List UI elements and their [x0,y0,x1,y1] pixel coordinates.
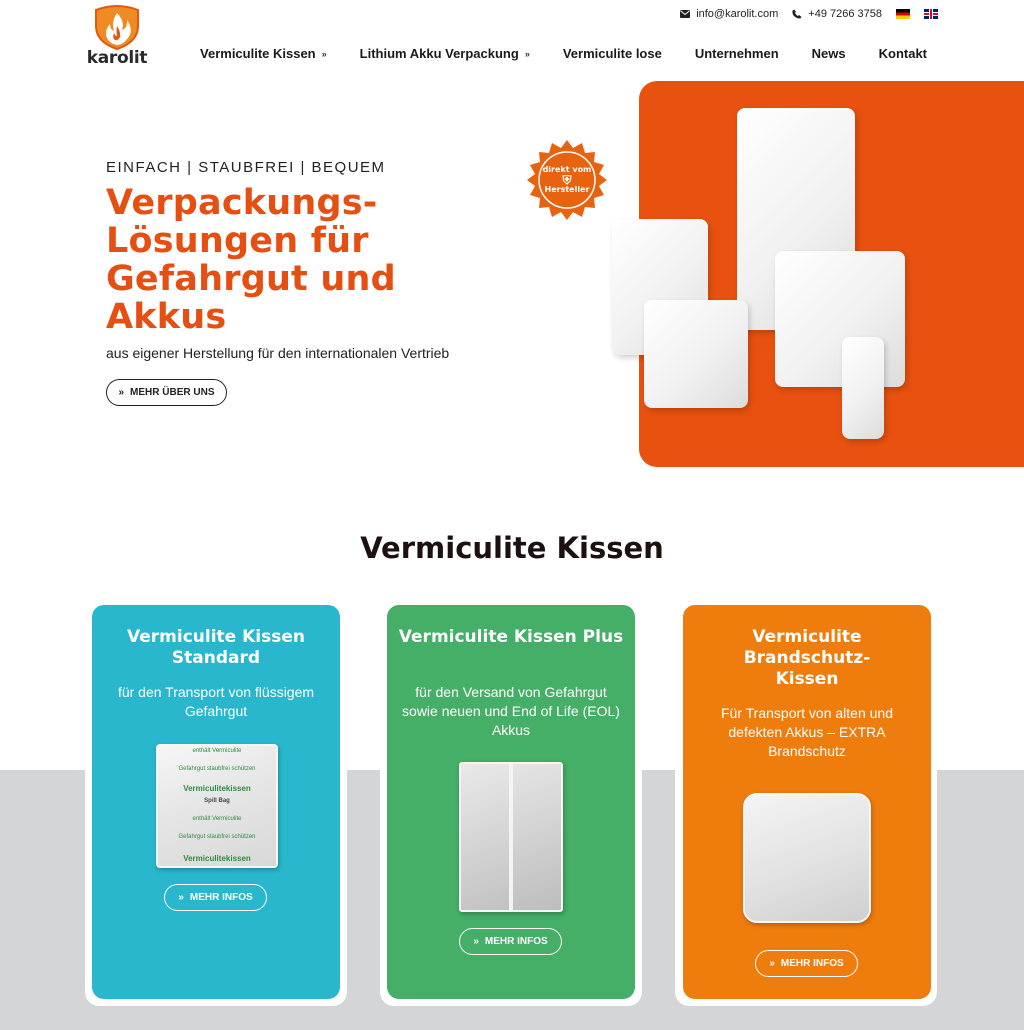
nav-item-label: Lithium Akku Verpackung [359,46,519,61]
bag-label: Vermiculitekissen [183,784,251,793]
logo-shield-icon [92,4,142,50]
chevron-down-icon: » [321,48,327,59]
nav-item-label: Unternehmen [694,46,779,61]
hero-tagline: EINFACH | STAUBFREI | BEQUEM [106,159,386,176]
card-title: Vermiculite Brandschutz-Kissen [743,627,871,689]
bag-label: enthält Vermiculite [192,748,242,754]
hero-headline: Verpackungs-Lösungen für Gefahrgut und Akkus [106,183,396,337]
card-description: für den Transport von flüssigem Gefahrgut [117,684,315,719]
more-info-button[interactable] [164,884,267,911]
chevron-down-icon: » [524,48,530,59]
more-info-button-label: MEHR INFOS [484,936,548,947]
bag-label: Gefahrgut staubfrei schützen [178,834,256,840]
nav-item-kontakt[interactable] [879,46,927,61]
card-title: Vermiculite Kissen Standard [127,627,305,668]
card-title: Vermiculite Kissen Plus [398,627,624,647]
double-chevron-right-icon: » [178,892,184,903]
about-us-button[interactable] [106,379,227,406]
bag-seam [509,764,513,910]
flag-de-icon[interactable] [896,9,910,19]
main-nav [200,46,927,61]
nav-item-lithium-akku-verpackung[interactable] [360,46,530,61]
product-pillow-image [842,337,884,439]
flag-gb-icon[interactable] [924,9,938,19]
bag-label: Vermiculitekissen [183,854,251,863]
nav-item-label: Vermiculite Kissen [200,46,316,61]
section-title: Vermiculite Kissen [360,531,664,565]
nav-item-vermiculite-lose[interactable] [563,46,662,61]
phone-text: +49 7266 3758 [808,8,882,20]
hero-subline: aus eigener Herstellung für den internationalen Vertrieb [106,345,450,361]
double-chevron-right-icon: » [118,387,125,398]
nav-item-unternehmen[interactable] [695,46,779,61]
nav-item-vermiculite-kissen[interactable] [200,46,327,61]
card-description: Für Transport von alten und defekten Akkus – EXTRA Brandschutz [721,705,893,759]
vermiculite-bag-brandschutz-image [743,793,871,923]
vermiculite-bag-standard-image [156,744,278,868]
bag-label: enthält Vermiculite [192,816,242,822]
double-chevron-right-icon: » [473,936,479,947]
product-card-brandschutz[interactable] [683,605,931,999]
manufacturer-seal-badge [527,140,607,220]
phone-link[interactable] [792,8,882,20]
logo-text: karolit [86,48,148,68]
bag-label: Gefahrgut staubfrei schützen [178,766,256,772]
more-info-button[interactable] [755,950,858,977]
about-us-button-label: MEHR ÜBER UNS [130,387,215,398]
shield-icon: ⛨ [562,173,572,187]
product-card-plus[interactable] [387,605,635,999]
more-info-button[interactable] [459,928,562,955]
hero-image-panel [639,81,1024,467]
vermiculite-bag-plus-image [459,762,563,912]
nav-item-label: Kontakt [878,46,927,61]
product-pillow-image [775,251,905,387]
more-info-button-label: MEHR INFOS [189,892,253,903]
logo[interactable] [84,4,150,68]
seal-line-1: direkt vom [542,165,592,174]
bag-label: Spill Bag [204,798,230,804]
contact-bar [680,8,938,20]
email-link[interactable] [680,8,778,20]
email-text: info@karolit.com [696,8,779,20]
more-info-button-label: MEHR INFOS [780,958,844,969]
card-description: für den Versand von Gefahrgut sowie neuen und End of Life (EOL) Akkus [402,684,620,738]
seal-line-2: Hersteller [544,185,590,194]
product-card-standard[interactable] [92,605,340,999]
mail-icon [680,10,690,18]
nav-item-label: News [811,46,846,61]
nav-item-news[interactable] [812,46,846,61]
nav-item-label: Vermiculite lose [562,46,662,61]
double-chevron-right-icon: » [769,958,775,969]
product-pillow-image [644,300,748,408]
phone-icon [792,9,802,19]
